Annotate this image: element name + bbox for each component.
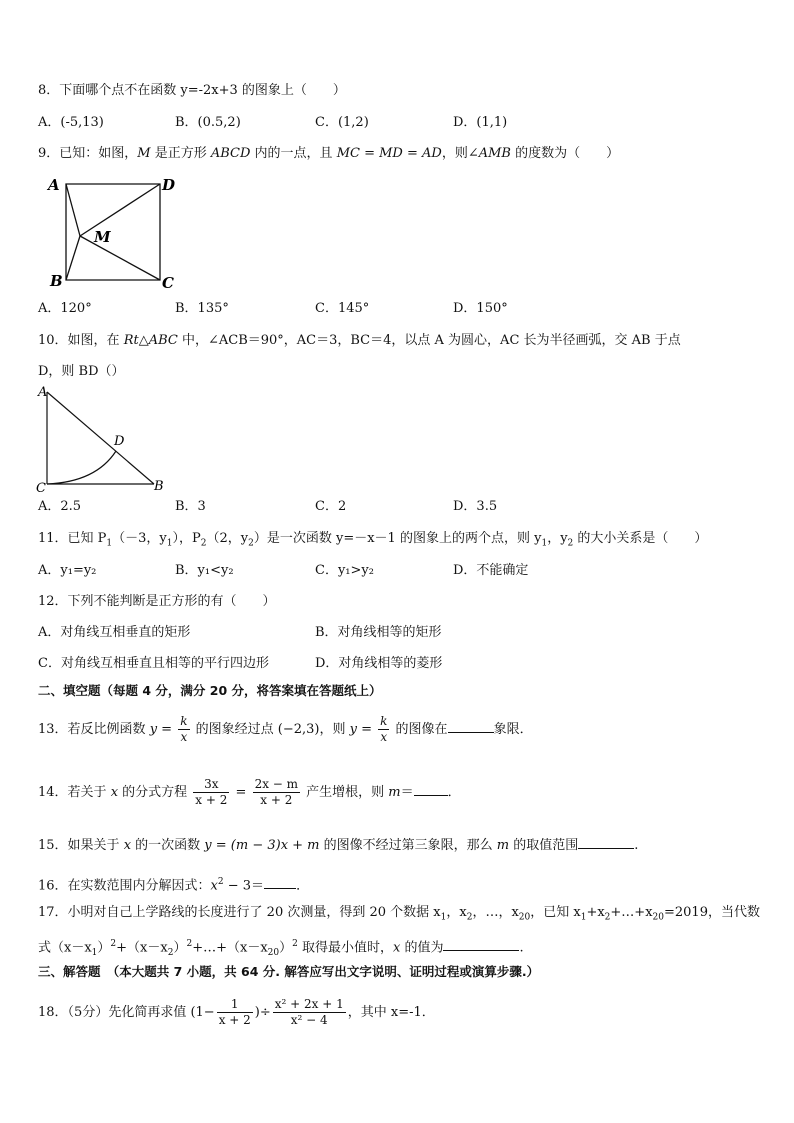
q17-text-2g: 取得最小值时，	[297, 940, 393, 956]
question-11-stem	[38, 530, 707, 553]
label-d: D	[162, 176, 176, 194]
label-m: M	[94, 228, 111, 246]
q13-num-k-2: k	[380, 714, 388, 728]
label-a: A	[38, 385, 48, 400]
q11-text-2: （－3，y	[112, 531, 167, 546]
q16-answer-blank[interactable]	[264, 876, 296, 889]
label-d: D	[114, 434, 125, 449]
q18-prefix: 18．（5分）先化简再求值 (1−	[38, 1005, 215, 1020]
label-a: A	[48, 176, 60, 194]
q17-sub-1b: 1	[580, 912, 587, 923]
section-2-heading: 二、填空题（每题 4 分，满分 20 分，将答案填在答题纸上）	[38, 683, 382, 698]
q17-text-2h: 的值为	[400, 940, 444, 956]
question-15	[38, 836, 638, 855]
segment-dm	[80, 184, 160, 236]
q11-sub-2: 1	[166, 538, 173, 549]
q10-triangle-figure	[34, 384, 174, 496]
q15-mid2: 的图像不经过第三象限，那么	[319, 838, 497, 853]
q11-sub-6: 2	[567, 538, 574, 549]
question-16	[38, 873, 309, 895]
q13-fraction-1	[178, 714, 189, 745]
question-10-stem	[38, 332, 681, 350]
q9-option-a[interactable]: A．120°	[38, 301, 92, 316]
q17-text-2b: ）	[97, 940, 111, 956]
question-8-stem: 8．下面哪个点不在函数 y=-2x+3 的图象上（ ）	[38, 83, 346, 98]
q13-y-2: y	[349, 722, 357, 737]
q9-mid2: 内的一点，且	[250, 146, 337, 161]
q13-num-k: k	[180, 714, 188, 728]
segment-ab	[47, 392, 154, 484]
q10-option-c[interactable]: C．2	[315, 499, 347, 514]
q17-sup-a: 2	[110, 939, 117, 949]
q15-prefix: 15．如果关于	[38, 838, 124, 853]
label-b: B	[50, 272, 63, 290]
q11-text-4: （2，y	[206, 531, 249, 546]
q13-prefix: 13．若反比例函数	[38, 722, 150, 737]
q17-sub-1c: 1	[91, 947, 98, 958]
q16-x: x	[210, 878, 218, 894]
q17-text-a: 17．小明对自己上学路线的长度进行了 20 次测量，得到 20 个数据 x	[38, 905, 441, 920]
label-c: C	[162, 274, 174, 292]
q17-sub-20b: 20	[652, 912, 664, 923]
q8-option-b[interactable]: B．(0.5,2)	[175, 115, 241, 130]
q13-eq-2: =	[356, 722, 377, 737]
question-18	[38, 994, 435, 1032]
q14-num-1: 3x	[193, 777, 229, 793]
q8-option-c[interactable]: C．(1,2)	[315, 115, 369, 130]
q10-option-b[interactable]: B．3	[175, 499, 206, 514]
label-c: C	[36, 481, 46, 496]
q18-num-1: 1	[217, 997, 253, 1013]
q14-x: x	[110, 785, 119, 800]
q11-option-a[interactable]: A．y₁=y₂	[38, 563, 97, 578]
question-13	[38, 712, 533, 748]
q11-option-c[interactable]: C．y₁>y₂	[315, 563, 374, 578]
q9-prefix: 9．已知：如图，	[38, 146, 138, 161]
q11-text-6: ，y	[547, 531, 568, 546]
q11-text-7: 的大小关系是（ ）	[573, 531, 708, 546]
q11-sub-5: 1	[541, 538, 548, 549]
q17-text-c: ，…，x	[472, 905, 519, 920]
q11-sub-4: 2	[248, 538, 254, 549]
segment-am	[66, 184, 80, 236]
q8-option-a[interactable]: A．(-5,13)	[38, 115, 104, 130]
q14-mid2: 产生增根，则	[302, 785, 389, 800]
q18-num-2: x² + 2x + 1	[274, 997, 344, 1011]
square-abcd	[66, 184, 160, 280]
q18-fraction-1	[217, 997, 253, 1028]
q12-option-c[interactable]: C．对角线互相垂直且相等的平行四边形	[38, 656, 269, 671]
q9-angle-name: AMB	[478, 146, 511, 161]
q17-text-b: ，x	[446, 905, 467, 920]
q12-option-a[interactable]: A．对角线互相垂直的矩形	[38, 625, 191, 640]
q15-function: y = (m − 3)x + m	[204, 838, 320, 853]
question-10-line2: D，则 BD（）	[38, 364, 125, 379]
q9-option-c[interactable]: C．145°	[315, 301, 370, 316]
q17-sup-c: 2	[292, 939, 298, 949]
q13-mid: 的图象经过点 (−2,3)，则	[191, 722, 350, 737]
q16-prefix: 16．在实数范围内分解因式：	[38, 878, 211, 894]
q14-suffix: ＝	[400, 785, 414, 800]
q17-sub-20a: 20	[518, 912, 531, 923]
q11-sub-3: 2	[200, 538, 207, 549]
q18-mid: )÷	[254, 1005, 271, 1020]
q17-x: x	[393, 940, 401, 956]
q18-fraction-2	[273, 997, 346, 1028]
question-17-line2	[38, 935, 524, 962]
q9-suffix: 的度数为（ ）	[510, 146, 620, 161]
q17-end: .	[519, 940, 524, 956]
q9-point-m: M	[137, 146, 151, 161]
q13-eq: =	[157, 722, 177, 737]
q10-prefix: 10．如图，在	[38, 333, 124, 348]
q18-suffix: ，其中 x=-1．	[347, 1005, 435, 1020]
label-b: B	[154, 479, 164, 494]
q14-end: ．	[447, 785, 461, 800]
q15-answer-blank[interactable]	[578, 836, 634, 849]
q15-mid: 的一次函数	[131, 838, 205, 853]
q16-mid: − 3＝	[223, 878, 265, 894]
question-9-stem	[38, 145, 619, 163]
q17-sup-b: 2	[186, 939, 193, 949]
q17-sub-20c: 20	[267, 947, 280, 958]
question-12-stem: 12．下列不能判断是正方形的有（ ）	[38, 594, 276, 609]
q9-square-figure	[44, 172, 184, 292]
q17-sub-2a: 2	[466, 912, 473, 923]
q9-square-name: ABCD	[210, 146, 251, 161]
q15-end: .	[634, 838, 639, 853]
q14-m: m	[388, 785, 401, 800]
q10-triangle: Rt△ABC	[123, 333, 178, 348]
segment-bm	[66, 236, 80, 280]
q11-option-b[interactable]: B．y₁<y₂	[175, 563, 234, 578]
q15-m: m	[496, 838, 510, 853]
question-17-line1	[38, 904, 760, 927]
q11-text-5: ）是一次函数 y=－x－1 的图象上的两个点，则 y	[253, 531, 542, 546]
q18-den-2: x² − 4	[290, 1013, 328, 1027]
arc-cd	[47, 451, 116, 484]
q14-fraction-1	[193, 777, 229, 808]
q12-option-b[interactable]: B．对角线相等的矩形	[315, 625, 442, 640]
q10-option-a[interactable]: A．2.5	[38, 499, 82, 514]
q17-text-2c: +（x－x	[116, 940, 168, 956]
q9-option-b[interactable]: B．135°	[175, 301, 229, 316]
q9-condition: MC = MD = AD	[336, 146, 442, 161]
q13-den-x-2: x	[380, 730, 388, 744]
q13-den-x: x	[180, 730, 188, 744]
q14-eq: =	[231, 785, 251, 800]
q11-option-d[interactable]: D．不能确定	[453, 563, 529, 578]
q9-mid1: 是正方形	[150, 146, 211, 161]
q17-sub-2c: 2	[167, 947, 174, 958]
q10-rest: 中，∠ACB＝90°，AC＝3，BC＝4，以点 A 为圆心，AC 长为半径画弧，交 AB 于点	[177, 333, 681, 348]
q14-fraction-2	[253, 777, 300, 808]
q9-mid3: ，则∠	[441, 146, 479, 161]
q17-text-d: ，已知 x	[530, 905, 581, 920]
q10-option-d[interactable]: D．3.5	[453, 499, 498, 514]
q15-suffix: 的取值范围	[509, 838, 579, 853]
q17-text-e: +x	[586, 905, 605, 920]
q14-mid: 的分式方程	[118, 785, 192, 800]
q13-fraction-2	[378, 714, 389, 745]
q17-text-2a: 式（x－x	[38, 940, 92, 956]
q9-option-d[interactable]: D．150°	[453, 301, 508, 316]
q17-text-2f: ）	[279, 940, 293, 956]
q18-den-1: x + 2	[218, 1013, 251, 1027]
q14-den-2: x + 2	[260, 793, 293, 807]
q14-num-2: 2x − m	[254, 777, 299, 791]
q17-text-2d: ）	[173, 940, 187, 956]
q14-prefix: 14．若关于	[38, 785, 111, 800]
q13-mid2: 的图像在	[391, 722, 448, 737]
q12-option-d[interactable]: D．对角线相等的菱形	[315, 656, 443, 671]
q16-end: ．	[296, 878, 310, 894]
segment-cm	[80, 236, 160, 280]
q11-text-1: 11．已知 P	[38, 531, 107, 546]
q15-x: x	[123, 838, 132, 853]
q13-suffix: 象限．	[493, 722, 533, 737]
q13-answer-blank[interactable]	[448, 720, 494, 733]
q11-text-3: ），P	[172, 531, 201, 546]
q17-sub-1a: 1	[440, 912, 447, 923]
q14-den-1: x + 2	[195, 793, 228, 807]
q17-text-g: =2019，当代数	[663, 905, 760, 920]
section-3-heading: 三、解答题 （本大题共 7 小题，共 64 分. 解答应写出文字说明、证明过程或演算步骤.）	[38, 964, 540, 979]
q16-sup: 2	[217, 877, 224, 887]
q17-text-2e: +…+（x－x	[192, 940, 268, 956]
q8-option-d[interactable]: D．(1,1)	[453, 115, 508, 130]
q14-answer-blank[interactable]	[414, 783, 448, 796]
q17-answer-blank[interactable]	[443, 938, 519, 951]
question-14	[38, 775, 461, 811]
q17-sub-2b: 2	[604, 912, 611, 923]
q17-text-f: +…+x	[610, 905, 653, 920]
q13-y: y	[149, 722, 158, 737]
q11-sub-1: 1	[106, 538, 113, 549]
